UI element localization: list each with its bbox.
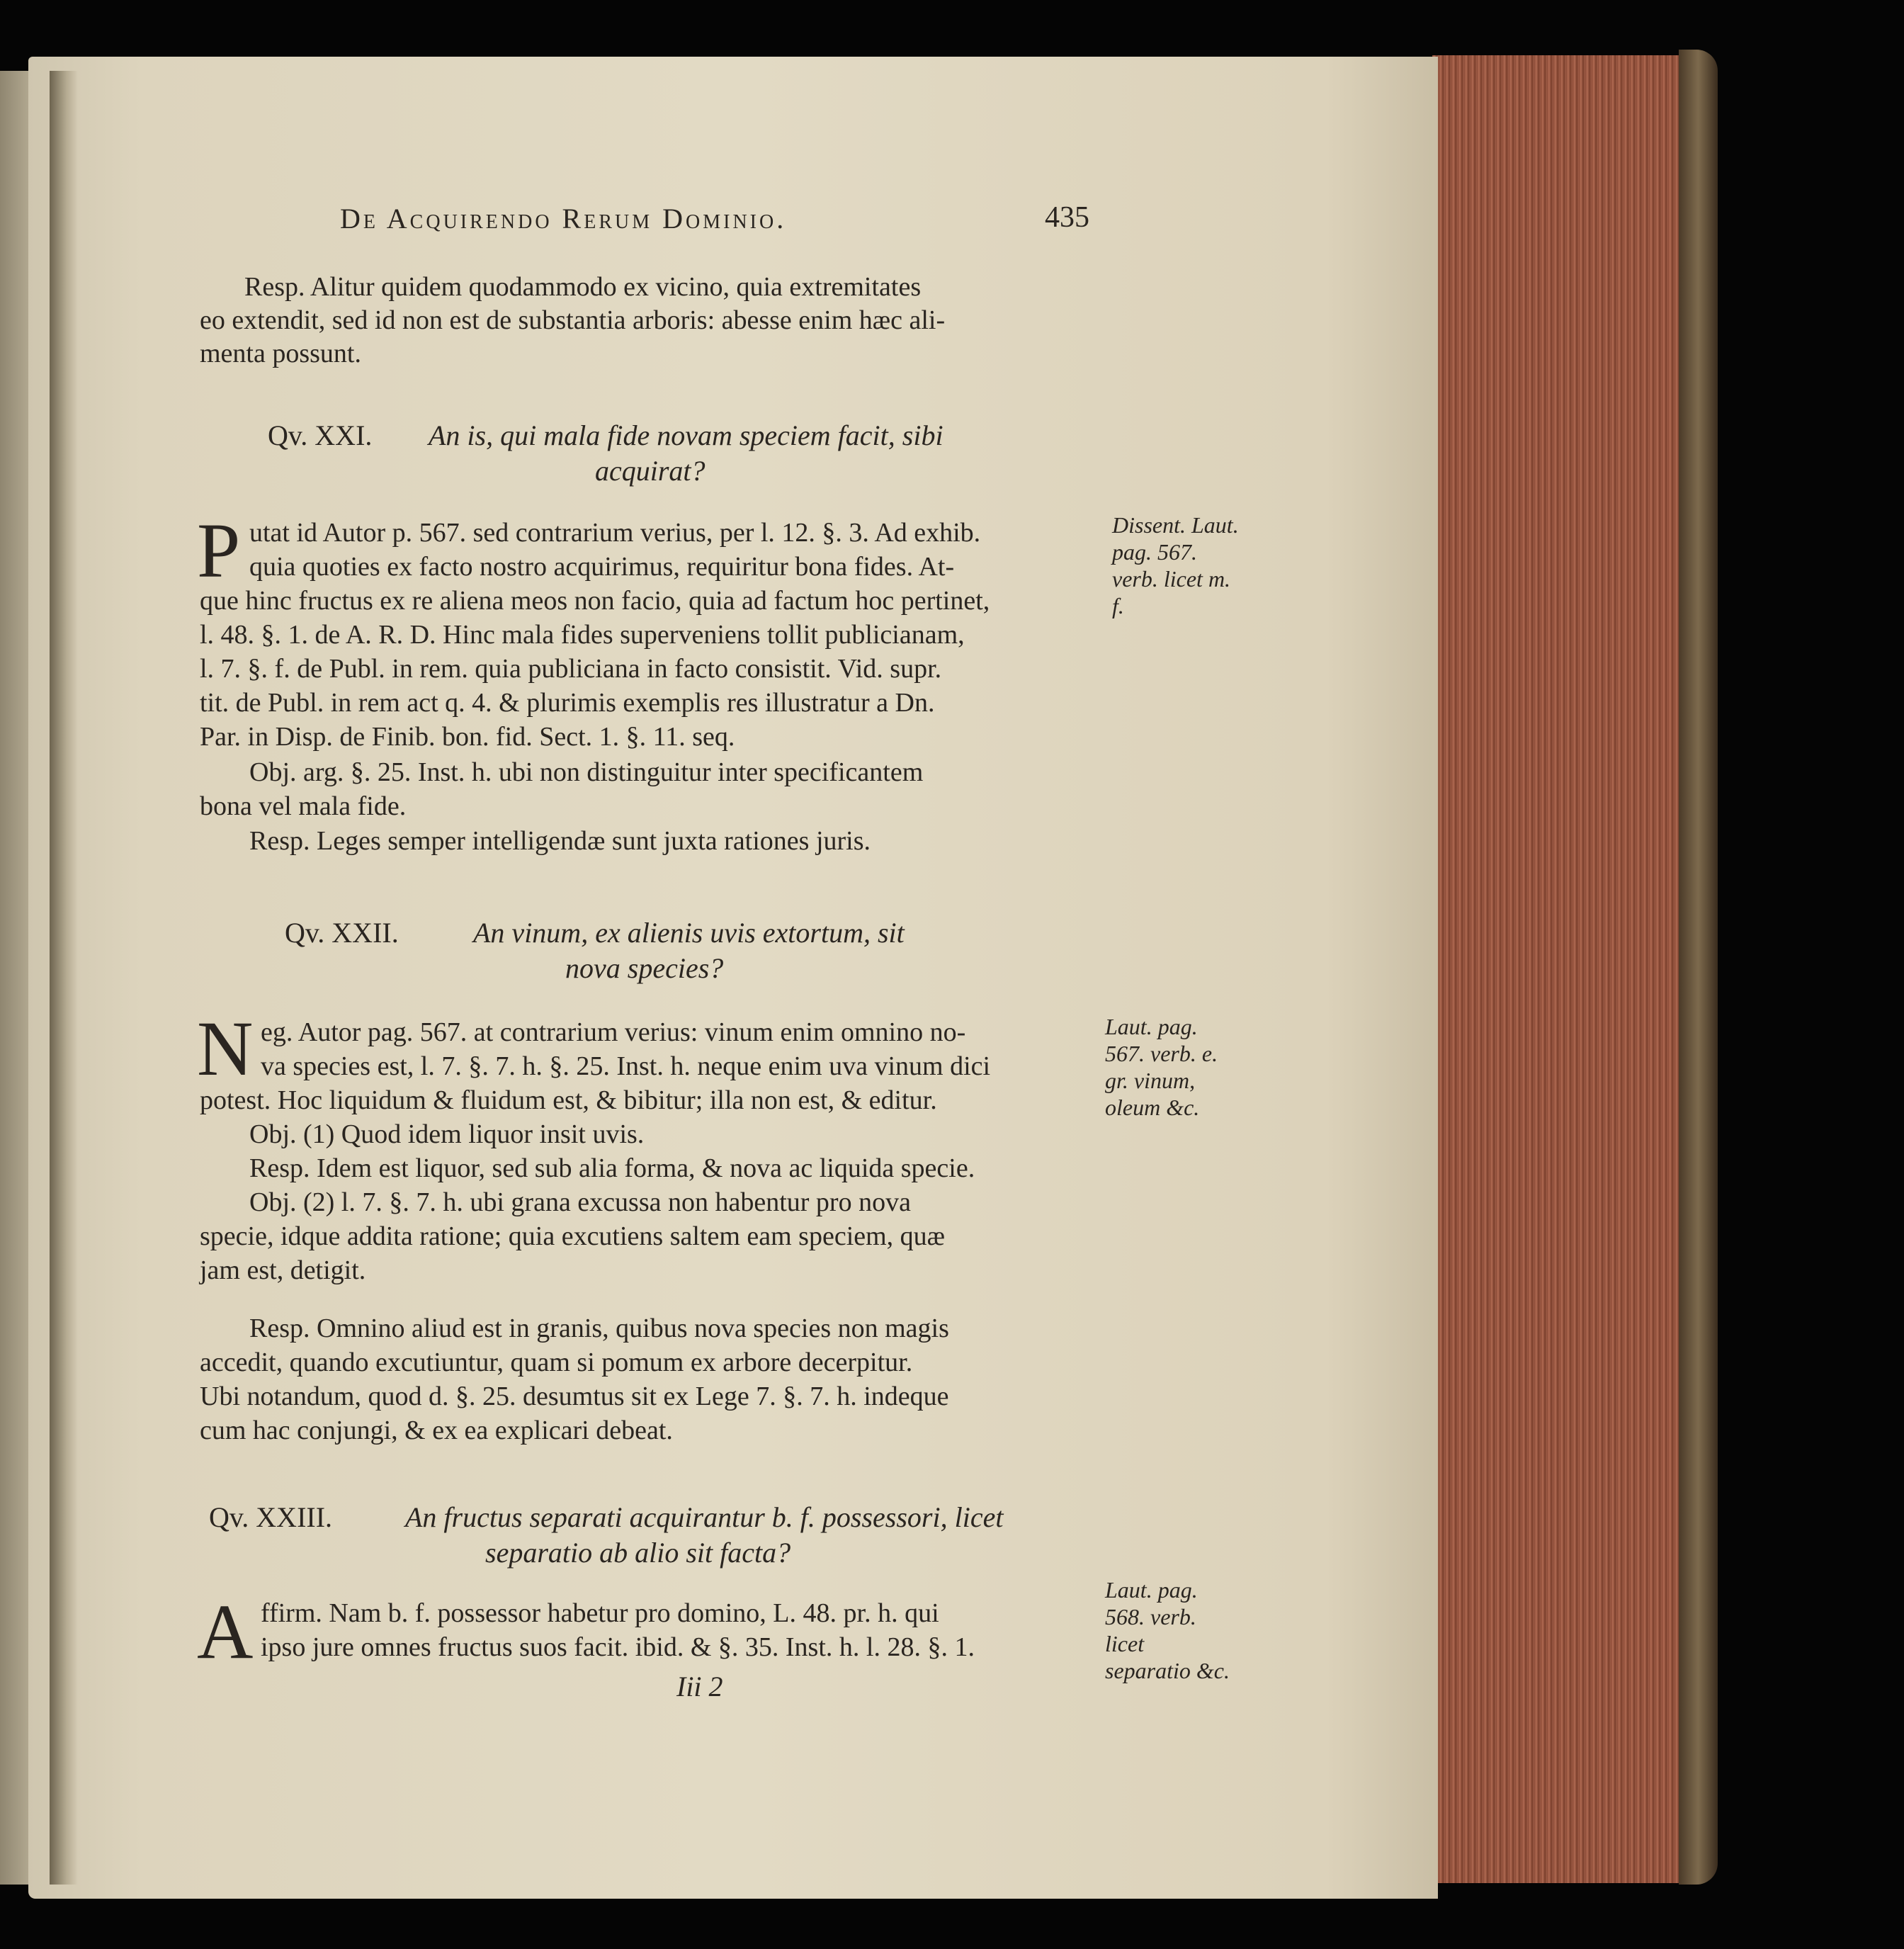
intro-line: eo extendit, sed id non est de substantia arboris: abesse enim hæc ali-: [200, 305, 946, 335]
body-line: jam est, detigit.: [200, 1255, 366, 1285]
body-line: Par. in Disp. de Finib. bon. fid. Sect. 1. §. 11. seq.: [200, 722, 735, 752]
body-line: utat id Autor p. 567. sed contrarium verius, per l. 12. §. 3. Ad exhib.: [249, 518, 981, 548]
body-line: Obj. (1) Quod idem liquor insit uvis.: [249, 1119, 645, 1149]
body-line: bona vel mala fide.: [200, 791, 407, 821]
body-line: potest. Hoc liquidum & fluidum est, & bibitur; illa non est, & editur.: [200, 1085, 937, 1115]
question-label: Qv. XXII.: [285, 917, 399, 949]
question-title: An vinum, ex alienis uvis extortum, sit: [473, 917, 905, 949]
question-title: An is, qui mala fide novam speciem facit, sibi: [429, 419, 944, 451]
drop-cap: A: [197, 1588, 254, 1675]
body-line: tit. de Publ. in rem act q. 4. & plurimis exemplis res illustratur a Dn.: [200, 688, 935, 718]
drop-cap: P: [197, 507, 241, 594]
body-line: l. 7. §. f. de Publ. in rem. quia publiciana in facto consistit. Vid. supr.: [200, 654, 942, 684]
page-gutter: [50, 71, 78, 1885]
question-label: Qv. XXIII.: [209, 1501, 333, 1533]
body-line: va species est, l. 7. §. 7. h. §. 25. Inst. h. neque enim uva vinum dici: [261, 1051, 991, 1081]
intro-line: menta possunt.: [200, 339, 361, 368]
body-line: cum hac conjungi, & ex ea explicari debeat.: [200, 1416, 673, 1445]
running-head: De Acquirendo Rerum Dominio.: [340, 203, 787, 235]
margin-note: Laut. pag. 568. verb. licet separatio &c.: [1105, 1577, 1230, 1683]
body-line: Ubi notandum, quod d. §. 25. desumtus sit ex Lege 7. §. 7. h. indeque: [200, 1382, 949, 1411]
body-line: l. 48. §. 1. de A. R. D. Hinc mala fides superveniens tollit publicianam,: [200, 620, 965, 650]
book-cover-edge: [1679, 50, 1718, 1885]
page-number: 435: [1045, 201, 1089, 234]
signature-mark: Iii 2: [676, 1671, 723, 1702]
body-line: Resp. Idem est liquor, sed sub alia forma, & nova ac liquida specie.: [249, 1153, 975, 1183]
question-title: nova species?: [565, 952, 724, 984]
body-line: specie, idque addita ratione; quia excutiens saltem eam speciem, quæ: [200, 1221, 946, 1251]
margin-note: Dissent. Laut. pag. 567. verb. licet m. f.: [1112, 512, 1239, 618]
body-line: Resp. Leges semper intelligendæ sunt juxta rationes juris.: [249, 826, 871, 856]
question-title: An fructus separati acquirantur b. f. possessori, licet: [405, 1501, 1004, 1533]
body-line: Obj. arg. §. 25. Inst. h. ubi non distinguitur inter specificantem: [249, 757, 924, 787]
body-line: accedit, quando excutiuntur, quam si pomum ex arbore decerpitur.: [200, 1348, 913, 1377]
page-edges: [1432, 55, 1705, 1883]
body-line: quia quoties ex facto nostro acquirimus, requiritur bona fides. At-: [249, 552, 955, 582]
body-line: que hinc fructus ex re aliena meos non facio, quia ad factum hoc pertinet,: [200, 586, 990, 616]
intro-line: Resp. Alitur quidem quodammodo ex vicino, quia extremitates: [244, 272, 922, 302]
drop-cap: N: [197, 1005, 254, 1092]
margin-note: Laut. pag. 567. verb. e. gr. vinum, oleum &c.: [1105, 1014, 1218, 1120]
question-title: separatio ab alio sit facta?: [485, 1537, 791, 1569]
body-line: ipso jure omnes fructus suos facit. ibid. & §. 35. Inst. h. l. 28. §. 1.: [261, 1632, 975, 1662]
body-line: eg. Autor pag. 567. at contrarium verius: vinum enim omnino no-: [261, 1017, 966, 1047]
body-line: ffirm. Nam b. f. possessor habetur pro domino, L. 48. pr. h. qui: [261, 1598, 939, 1628]
body-line: Resp. Omnino aliud est in granis, quibus nova species non magis: [249, 1314, 949, 1343]
question-label: Qv. XXI.: [268, 419, 373, 451]
body-line: Obj. (2) l. 7. §. 7. h. ubi grana excussa non habentur pro nova: [249, 1187, 911, 1217]
question-title: acquirat?: [595, 455, 706, 487]
